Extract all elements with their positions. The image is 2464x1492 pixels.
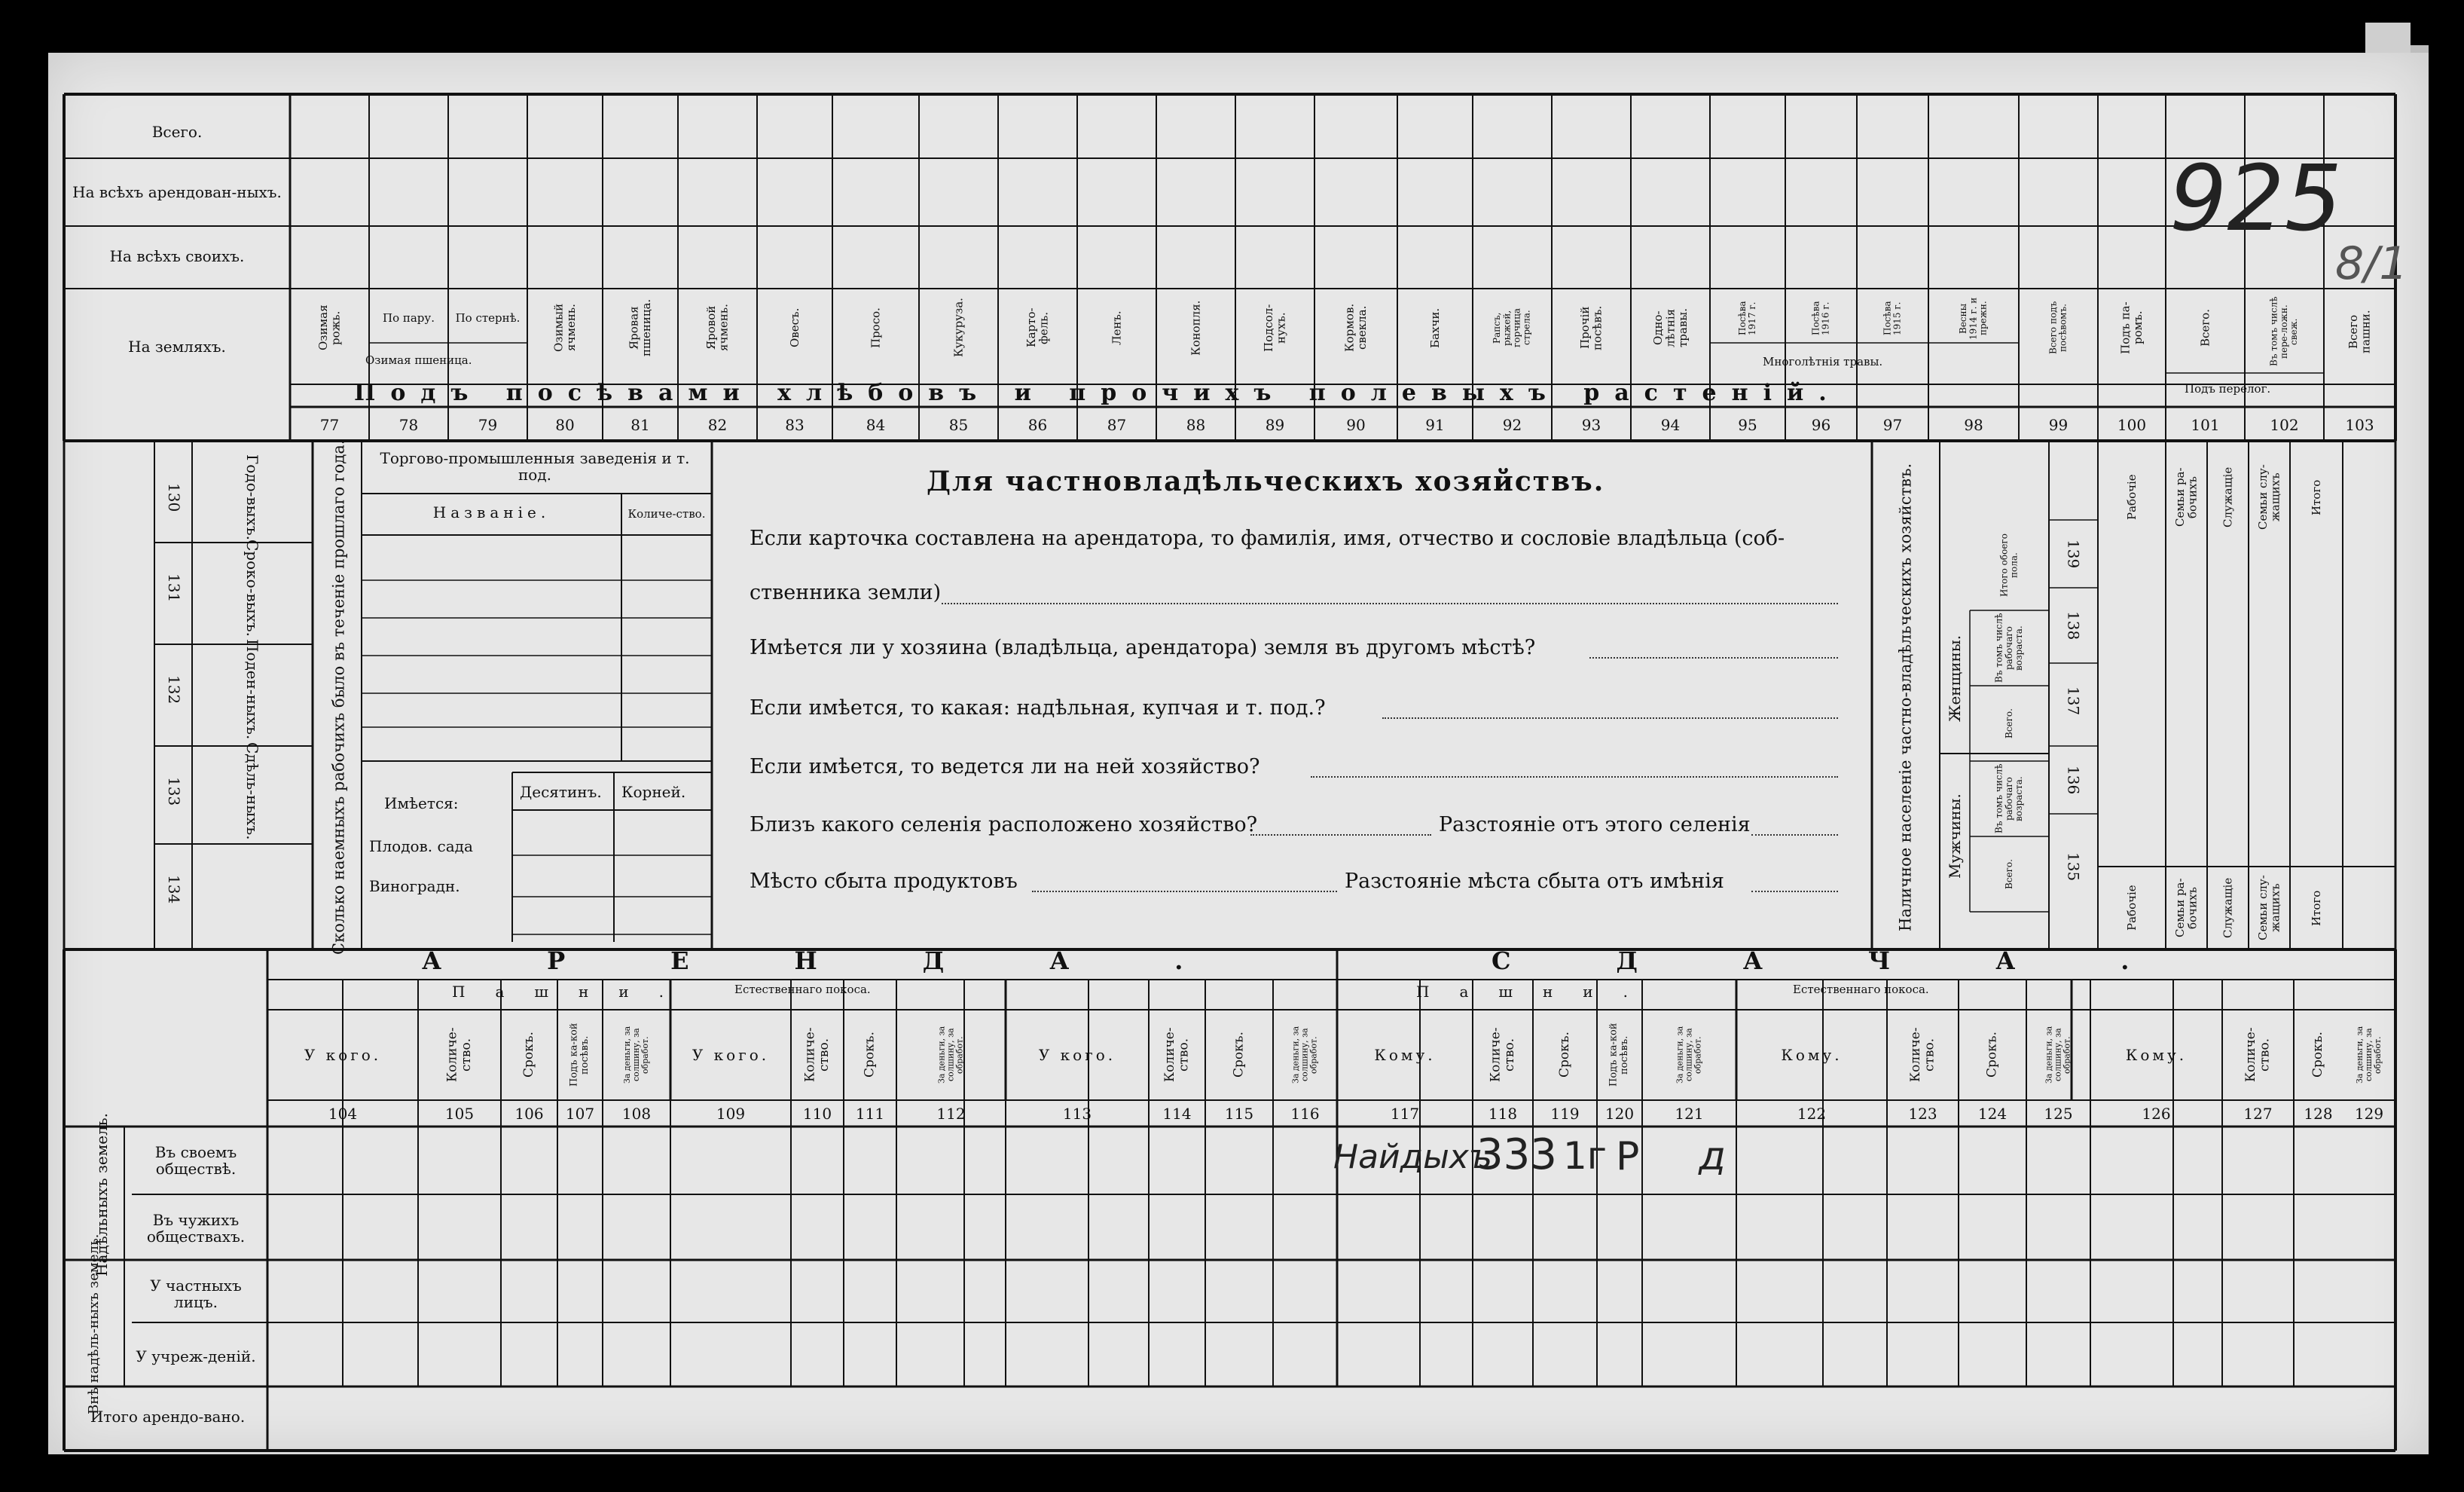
workers-col-number: 133 — [165, 776, 183, 806]
arenda-title: АРЕНДА. — [422, 946, 1289, 975]
private-q5b-line — [1751, 834, 1838, 836]
trade-desyatin: Десятинъ. — [520, 783, 602, 801]
crop-number: 90 — [1346, 416, 1366, 434]
crop-number: 89 — [1265, 416, 1285, 434]
bottom-subheader: У кого. — [1038, 1046, 1116, 1064]
pop-right-col-top: Рабочіе — [2124, 474, 2139, 521]
pop-right-col-top: Итого — [2309, 479, 2323, 515]
pop-number: 135 — [2064, 851, 2083, 882]
pop-vsego: Всего. — [2003, 708, 2014, 738]
bottom-col-number: 122 — [1797, 1105, 1827, 1123]
crop-number: 87 — [1107, 416, 1127, 434]
crop-header: Въ томъ числѣ пере-ложн. свеж. — [2268, 296, 2300, 367]
bottom-col-number: 113 — [1062, 1105, 1092, 1123]
pop-right-col-top: Семьи слу-жащихъ — [2256, 464, 2282, 530]
workers-col-label: Поден-ныхъ. — [243, 639, 261, 740]
bottom-col-number: 129 — [2354, 1105, 2384, 1123]
private-title: Для частновладѣльческихъ хозяйствъ. — [927, 466, 1605, 497]
trade-name-col: Названіе. — [432, 503, 551, 521]
bottom-subheader: Количе-ство. — [1488, 1027, 1517, 1083]
bottom-subheader: У кого. — [692, 1046, 770, 1064]
bottom-subheader: Кому. — [1781, 1046, 1843, 1064]
workers-col-number: 131 — [165, 573, 183, 603]
crop-header: Посѣва 1916 г. — [1810, 301, 1831, 336]
bottom-subheader: За деньги, за солшину, за обработ. — [2044, 1026, 2072, 1084]
crop-header: Карто-фель. — [1024, 307, 1051, 348]
workers-title: Сколько наемныхъ рабочихъ было въ теченіе прошлаго года. — [329, 439, 348, 955]
private-q1-line — [942, 603, 1838, 604]
bottom-col-number: 119 — [1550, 1105, 1580, 1123]
workers-col-number: 134 — [165, 874, 183, 904]
bottom-col-number: 117 — [1390, 1105, 1420, 1123]
handwritten-card-number: 925 — [2169, 147, 2343, 252]
population-men: Мужчины. — [1946, 793, 1964, 879]
crop-banner: Подъ посѣвами хлѣбовъ и прочихъ полевыхъ растеній. — [354, 380, 1842, 406]
crop-header: Посѣва 1915 г. — [1882, 301, 1903, 336]
pop-vtom: Въ томъ числѣ рабочаго возраста. — [1993, 763, 2025, 834]
bottom-col-number: 109 — [716, 1105, 746, 1123]
handwritten-mark: 8/1 — [2335, 237, 2408, 290]
private-q4: Если имѣется, то ведется ли на ней хозяйство? — [750, 755, 1260, 778]
crop-header: Яровой ячмень. — [704, 304, 731, 352]
crop-number: 103 — [2345, 416, 2374, 434]
workers-col-number: 130 — [165, 482, 183, 512]
trade-sad: Плодов. сада — [369, 837, 473, 855]
pop-right-col-bottom: Семьи слу-жащихъ — [2256, 875, 2282, 941]
pop-number: 137 — [2064, 686, 2083, 716]
pop-vsego: Всего. — [2003, 859, 2014, 889]
bottom-col-number: 128 — [2304, 1105, 2333, 1123]
bottom-col-number: 120 — [1605, 1105, 1635, 1123]
bottom-col-number: 115 — [1224, 1105, 1254, 1123]
bottom-row-label: У учреж-деній. — [136, 1347, 256, 1365]
bottom-subheader: Срокъ. — [1984, 1032, 2000, 1078]
private-q3: Если имѣется, то какая: надѣльная, купчая и т. под.? — [750, 696, 1326, 720]
pop-vtom: Въ томъ числѣ рабочаго возраста. — [1993, 613, 2025, 683]
crop-header: По стернѣ. — [455, 311, 521, 326]
bottom-col-number: 116 — [1290, 1105, 1320, 1123]
row-group-nadel: Надѣльныхъ земель. — [93, 1112, 111, 1276]
crop-number: 81 — [631, 416, 650, 434]
pop-itogo: Итого обоего пола. — [1998, 534, 2020, 597]
bottom-subheader: Срокъ. — [862, 1032, 878, 1078]
bottom-col-number: 127 — [2243, 1105, 2273, 1123]
bottom-subheader: Кому. — [1374, 1046, 1436, 1064]
hand-srok: 1г — [1563, 1134, 1608, 1178]
crop-number: 85 — [948, 416, 969, 434]
workers-col-label — [200, 844, 305, 934]
workers-col-label: Сроко-выхъ. — [243, 539, 261, 637]
crop-header: Весны 1914 г. и прежн. — [1958, 297, 1989, 340]
crop-number: 82 — [707, 416, 728, 434]
crop-header: Кукуруза. — [951, 298, 966, 358]
bottom-col-number: 104 — [328, 1105, 358, 1123]
trade-title: Торгово-промышленныя заведенія и т. под. — [380, 449, 690, 484]
bottom-subheader: Срокъ. — [2310, 1032, 2326, 1078]
private-q6b: Разстояніе мѣста сбыта отъ имѣнія — [1345, 870, 1724, 893]
private-q6-line — [1032, 891, 1337, 892]
crop-header: Всего подъ посѣвомъ. — [2047, 301, 2069, 355]
bottom-row-label: Въ чужихъ обществахъ. — [146, 1211, 246, 1246]
pop-right-col-bottom: Семьи ра-бочихъ — [2173, 878, 2200, 938]
crop-number: 91 — [1425, 416, 1445, 434]
bottom-row-label: У частныхъ лицъ. — [150, 1276, 242, 1311]
trade-korney: Корней. — [621, 783, 686, 801]
crop-number: 88 — [1186, 416, 1206, 434]
bottom-subheader: Срокъ. — [521, 1032, 537, 1078]
row-label-total: Всего. — [151, 123, 203, 141]
population-title: Наличное населеніе частно-владѣльческихъ хозяйствъ. — [1896, 463, 1915, 931]
private-q6b-line — [1751, 891, 1838, 892]
bottom-subheader: За деньги, за солшину, за обработ. — [621, 1026, 651, 1084]
crop-header: Всего. — [2198, 309, 2212, 347]
private-q5-line — [1250, 834, 1431, 836]
crop-header: Всего пашни. — [2346, 310, 2373, 353]
private-q4-line — [1311, 776, 1838, 778]
bottom-col-number: 105 — [444, 1105, 475, 1123]
workers-col-label: Годо-выхъ. — [243, 454, 261, 540]
row-label-own: На всѣхъ своихъ. — [109, 247, 245, 265]
crop-number: 92 — [1502, 416, 1522, 434]
bottom-pokos: Естественнаго покоса. — [1793, 983, 1929, 996]
bottom-subheader: За деньги, за солшину, за обработ. — [1675, 1026, 1703, 1084]
crop-number: 96 — [1811, 416, 1831, 434]
crop-header: Посѣва 1917 г. — [1736, 301, 1757, 336]
bottom-col-number: 106 — [514, 1105, 544, 1123]
crop-number: 97 — [1882, 416, 1903, 434]
bottom-col-number: 125 — [2044, 1105, 2073, 1123]
bottom-col-number: 107 — [565, 1105, 595, 1123]
hand-dengi: д — [1699, 1134, 1726, 1179]
workers-col-label: Сдѣль-ныхъ. — [243, 742, 261, 840]
bottom-col-number: 124 — [1977, 1105, 2008, 1123]
private-q1b: ственника земли) — [750, 581, 942, 604]
pop-right-col-bottom: Служащіе — [2221, 877, 2235, 939]
crop-header: Конопля. — [1189, 300, 1203, 356]
pop-right-col-bottom: Рабочіе — [2124, 885, 2139, 931]
bottom-subheader: Кому. — [2125, 1046, 2188, 1064]
bottom-subheader: За деньги, за солшину, за обработ. — [2354, 1026, 2383, 1084]
bottom-col-number: 123 — [1908, 1105, 1937, 1123]
trade-qty-col: Количе-ство. — [627, 507, 706, 521]
row-label-land: На земляхъ. — [128, 338, 226, 356]
bottom-subheader: Количе-ство. — [1162, 1027, 1192, 1083]
bottom-subheader: Количе-ство. — [2243, 1027, 2273, 1083]
bottom-col-number: 112 — [936, 1105, 966, 1123]
bottom-col-number: 121 — [1675, 1105, 1704, 1123]
crop-header: Озимая рожь. — [316, 304, 343, 351]
bottom-subheader: За деньги, за солшину, за обработ. — [936, 1026, 965, 1084]
bottom-subheader: Подъ ка-кой посѣвъ. — [568, 1023, 591, 1087]
pop-number: 136 — [2064, 765, 2083, 795]
private-q2: Имѣется ли у хозяина (владѣльца, арендатора) земля въ другомъ мѣстѣ? — [750, 636, 1536, 659]
bottom-col-number: 126 — [2142, 1105, 2171, 1123]
crop-header: Прочій посѣвъ. — [1578, 305, 1605, 350]
crop-number: 100 — [2117, 416, 2147, 434]
private-q3-line — [1382, 717, 1838, 719]
crop-group-perelog: Подъ перелог. — [2185, 382, 2271, 396]
pop-right-col-top: Служащіе — [2221, 466, 2235, 528]
private-q6: Мѣсто сбыта продуктовъ — [750, 870, 1018, 893]
crop-number: 102 — [2270, 416, 2299, 434]
crop-header: Просо. — [869, 307, 883, 348]
crop-number: 101 — [2191, 416, 2220, 434]
itogo-arendovano: Итого арендо-вано. — [90, 1408, 246, 1426]
bottom-col-number: 118 — [1488, 1105, 1518, 1123]
bottom-subheader: Подъ ка-кой посѣвъ. — [1608, 1023, 1630, 1087]
bottom-pashni: Пашни. — [1416, 983, 1658, 1001]
bottom-pashni: Пашни. — [452, 983, 694, 1001]
bottom-pokos: Естественнаго покоса. — [734, 983, 871, 996]
trade-imeetsya: Имѣется: — [384, 794, 459, 812]
crop-number: 99 — [2048, 416, 2069, 434]
private-q1a: Если карточка составлена на арендатора, то фамилія, имя, отчество и сословіе владѣльца (соб- — [750, 527, 1785, 550]
hand-posev: Р — [1616, 1134, 1640, 1179]
bottom-subheader: Срокъ. — [1557, 1032, 1573, 1078]
bottom-col-number: 114 — [1162, 1105, 1192, 1123]
bottom-subheader: За деньги, за солшину, за обработ. — [1290, 1026, 1319, 1084]
private-q2-line — [1589, 657, 1838, 659]
private-q5b: Разстояніе отъ этого селенія — [1439, 813, 1751, 836]
crop-number: 80 — [555, 416, 575, 434]
bottom-subheader: Количе-ство. — [444, 1027, 474, 1083]
crop-number: 83 — [785, 416, 805, 434]
population-women: Женщины. — [1946, 634, 1964, 722]
crop-number: 79 — [478, 416, 498, 434]
crop-number: 93 — [1581, 416, 1601, 434]
crop-header: Кормов. свекла. — [1342, 303, 1369, 353]
workers-col-number: 132 — [165, 674, 183, 705]
crop-header: Ленъ. — [1110, 310, 1124, 345]
crop-header: Озимый ячмень. — [551, 303, 578, 353]
bottom-subheader: Количе-ство. — [802, 1027, 832, 1083]
pop-number: 138 — [2064, 610, 2083, 641]
crop-header: Яровая пшеница. — [627, 298, 653, 357]
pop-right-col-bottom: Итого — [2309, 890, 2323, 926]
crop-header: Овесъ. — [787, 307, 801, 348]
sdacha-title: СДАЧА. — [1492, 946, 2235, 975]
bottom-row-label: Въ своемъ обществѣ. — [154, 1143, 237, 1178]
crop-number: 78 — [398, 416, 419, 434]
crop-number: 84 — [866, 416, 886, 434]
bottom-subheader: Срокъ. — [1231, 1032, 1247, 1078]
hand-komu: Найдыхъ — [1333, 1138, 1492, 1176]
crop-header: Подсол-нухъ. — [1262, 304, 1288, 352]
crop-number: 77 — [319, 416, 340, 434]
hand-qty: 333 — [1476, 1130, 1557, 1179]
bottom-col-number: 108 — [621, 1105, 652, 1123]
crop-number: 95 — [1738, 416, 1757, 434]
bottom-col-number: 111 — [855, 1105, 885, 1123]
crop-group-ozimaya: Озимая пшеница. — [365, 353, 472, 367]
crop-header: По пару. — [382, 311, 435, 326]
pop-number: 139 — [2064, 539, 2083, 569]
crop-number: 98 — [1964, 416, 1983, 434]
pop-right-col-top: Семьи ра-бочихъ — [2173, 467, 2200, 527]
crop-header: Одно-лѣтнія травы. — [1650, 308, 1690, 347]
crop-header: Подъ па-ромъ. — [2118, 301, 2145, 354]
crop-number: 94 — [1660, 416, 1681, 434]
crop-header: Рапсъ, рыжей, горчица стрела. — [1492, 308, 1532, 347]
trade-vinograd: Виноградн. — [369, 877, 460, 895]
row-group-vne: Внѣ надѣль-ныхъ земель. — [86, 1234, 102, 1415]
bottom-col-number: 110 — [802, 1105, 832, 1123]
bottom-subheader: У кого. — [304, 1046, 382, 1064]
row-label-rented: На всѣхъ арендован-ныхъ. — [72, 183, 282, 201]
private-q5: Близъ какого селенія расположено хозяйство? — [750, 813, 1258, 836]
crop-group-mnogolet: Многолѣтнія травы. — [1763, 355, 1883, 368]
crop-number: 86 — [1027, 416, 1048, 434]
crop-header: Бахчи. — [1427, 307, 1442, 348]
bottom-subheader: Количе-ство. — [1907, 1027, 1937, 1083]
